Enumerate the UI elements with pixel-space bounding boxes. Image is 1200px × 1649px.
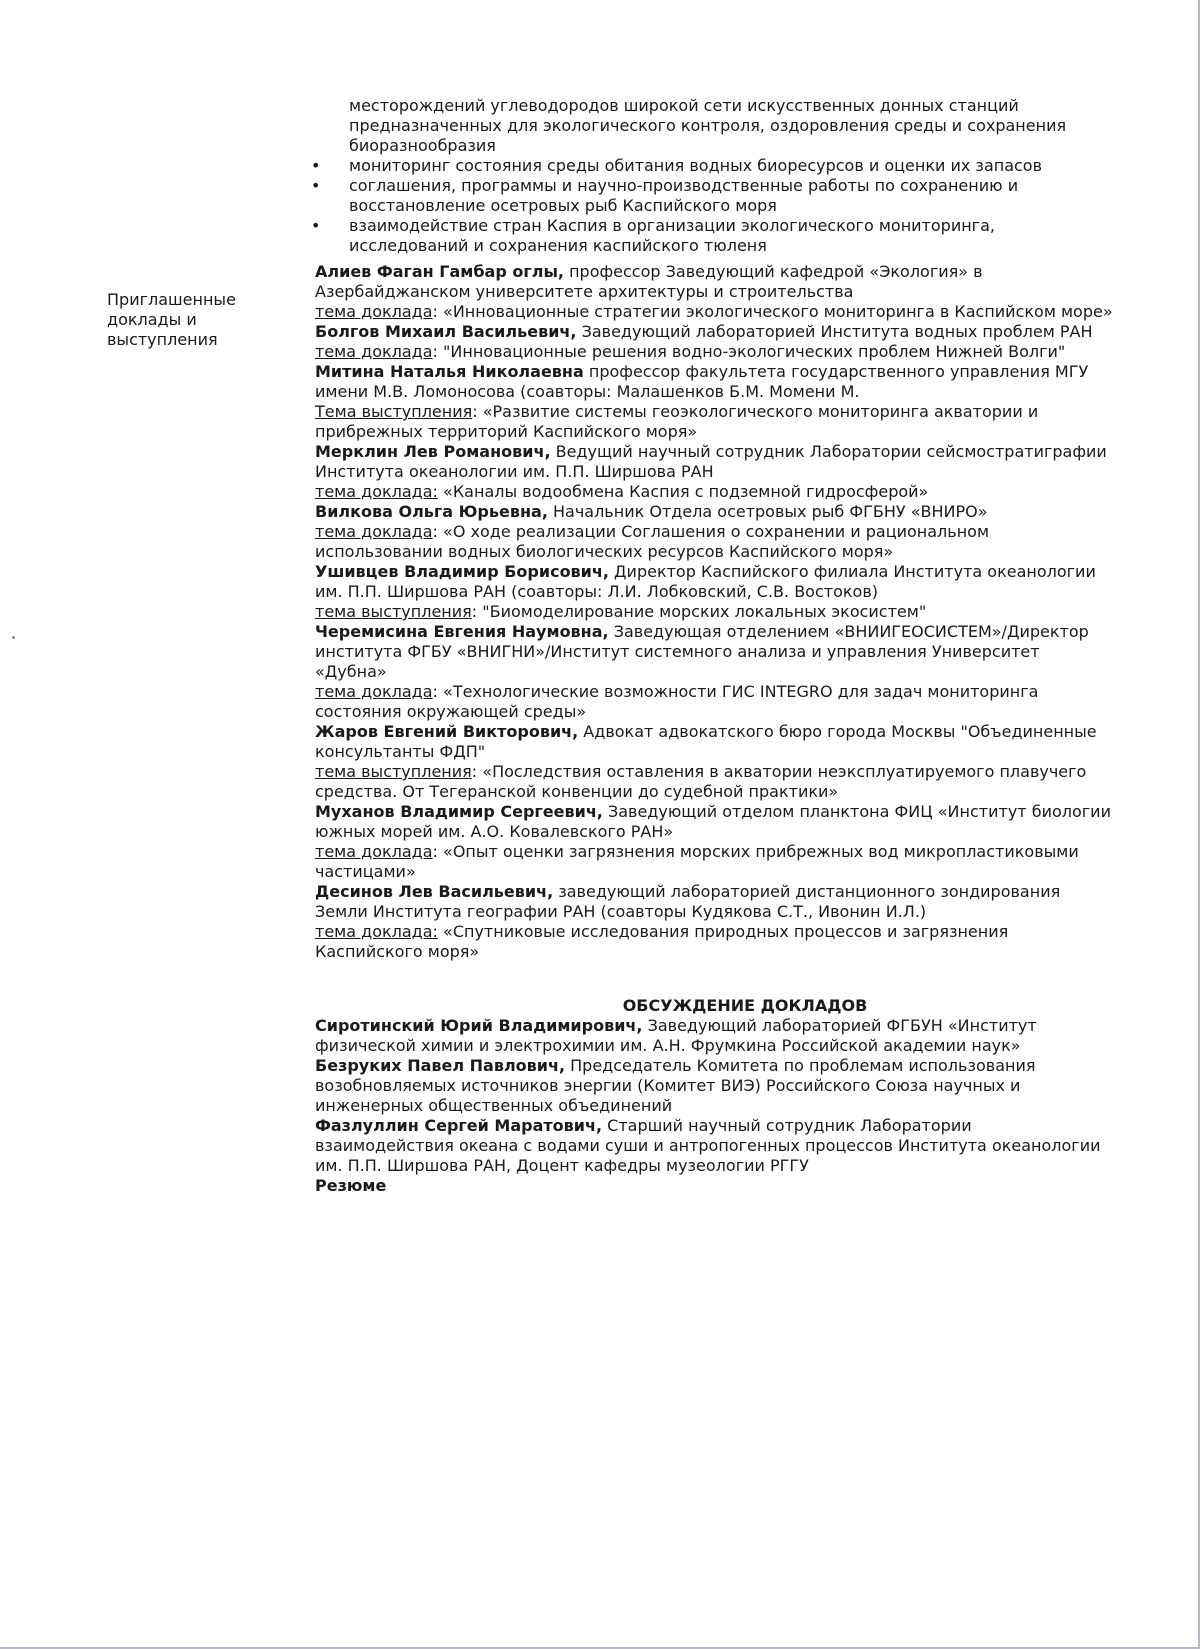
speaker-affiliation: Заведующий лабораторией Института водных проблем РАН [576,322,1093,341]
discussant-entry [315,1016,1115,1056]
speaker-affiliation: Ведущий научный сотрудник Лаборатории сейсмостратиграфии Института океанологии им. П.П. Ширшова РАН [315,442,1107,481]
topic-label: Тема выступления [315,402,473,421]
discussant-name: Сиротинский Юрий Владимирович, [315,1016,643,1035]
topic-text: : «Опыт оценки загрязнения морских прибрежных вод микропластиковыми частицами» [315,842,1079,881]
speaker-affiliation: Начальник Отдела осетровых рыб ФГБНУ «ВНИРО» [547,502,988,521]
talk-entry [315,722,1115,802]
resume-heading: Резюме [315,1176,387,1195]
topic-label: тема доклада [315,342,433,361]
discussant-name: Безруких Павел Павлович, [315,1056,566,1075]
topics-list [315,96,1115,256]
speaker-name: Болгов Михаил Васильевич, [315,322,577,341]
speaker-affiliation: профессор факультета государственного управления МГУ имени М.В. Ломоносова (соавторы: Малашенков Б.М. Момени М. [315,362,1089,401]
discussant-name: Фазлуллин Сергей Маратович, [315,1116,603,1135]
topic-text: : "Инновационные решения водно-экологических проблем Нижней Волги" [432,342,1066,361]
speaker-name: Мерклин Лев Романович, [315,442,551,461]
discussant-affiliation: Заведующий лабораторией ФГБУН «Институт физической химии и электрохимии им. А.Н. Фрумкина Российской академии наук» [315,1016,1037,1055]
talk-entry [315,882,1115,962]
speaker-name: Муханов Владимир Сергеевич, [315,802,603,821]
talk-entry [315,362,1115,442]
discussant-affiliation: Старший научный сотрудник Лаборатории взаимодействия океана с водами суши и антропогенных процессов Института океанологии им. П.П. Ширшова РАН, Доцент кафедры музеологии РГГУ [315,1116,1101,1175]
talk-entry [315,802,1115,882]
discussion-list [315,1016,1115,1196]
section-label: Приглашенные доклады и выступления [107,290,236,349]
speaker-affiliation: Директор Каспийского филиала Института океанологии им. П.П. Ширшова РАН (соавторы: Л.И. Лобковский, С.В. Востоков) [315,562,1096,601]
topic-label: тема выступления [315,602,472,621]
topic-label: тема доклада [315,522,433,541]
invited-talks [315,262,1115,962]
topic-text: : «О ходе реализации Соглашения о сохранении и рациональном использовании водных биологических ресурсов Каспийского моря» [315,522,990,561]
list-item: • соглашения, программы и научно-производственные работы по сохранению и восстановление осетровых рыб Каспийского моря [315,176,1115,216]
list-item-continuation: месторождений углеводородов широкой сети искусственных донных станций предназначенных для экологического контроля, оздоровления среды и сохранения биоразнообразия [349,96,1067,155]
speaker-affiliation: заведующий лабораторией дистанционного зондирования Земли Института географии РАН (соавторы Кудякова С.Т., Ивонин И.Л.) [315,882,1061,921]
speaker-name: Вилкова Ольга Юрьевна, [315,502,548,521]
topic-label: тема доклада: [315,922,438,941]
talk-entry [315,442,1115,502]
discussant-entry [315,1116,1115,1176]
speaker-name: Митина Наталья Николаевна [315,362,584,381]
topic-text: : «Последствия оставления в акватории неэксплуатируемого плавучего средства. От Тегеранской конвенции до судебной практики» [315,762,1087,801]
speaker-affiliation: Адвокат адвокатского бюро города Москвы "Объединенные консультанты ФДП" [315,722,1097,761]
talk-entry [315,322,1115,362]
speaker-name: Черемисина Евгения Наумовна, [315,622,609,641]
talk-entry [315,262,1115,322]
talk-entry [315,502,1115,562]
topic-text: : «Инновационные стратегии экологического мониторинга в Каспийском море» [432,302,1113,321]
page-content [315,96,1115,1196]
speaker-name: Ушивцев Владимир Борисович, [315,562,609,581]
topic-label: тема доклада [315,682,433,701]
topic-text: : «Развитие системы геоэкологического мониторинга акватории и прибрежных территорий Каспийского моря» [315,402,1039,441]
topic-text: : "Биомоделирование морских локальных экосистем" [471,602,927,621]
speaker-affiliation: Заведующая отделением «ВНИИГЕОСИСТЕМ»/Директор института ФГБУ «ВНИГНИ»/Институт системного анализа и управления Университет «Дубна» [315,622,1089,681]
topic-text: «Спутниковые исследования природных процессов и загрязнения Каспийского моря» [315,922,1009,961]
discussion-title: ОБСУЖДЕНИЕ ДОКЛАДОВ [622,996,868,1015]
topic-label: тема выступления [315,762,472,781]
speaker-affiliation: Заведующий отделом планктона ФИЦ «Институт биологии южных морей им. А.О. Ковалевского РАН» [315,802,1111,841]
talk-entry [315,622,1115,722]
speaker-affiliation: профессор Заведующий кафедрой «Экология» в Азербайджанском университете архитектуры и строительства [315,262,983,301]
topic-label: тема доклада [315,302,433,321]
topic-text: : «Технологические возможности ГИС INTEGRO для задач мониторинга состояния окружающей среды» [315,682,1039,721]
speaker-name: Жаров Евгений Викторович, [315,722,579,741]
topic-label: тема доклада: [315,482,438,501]
talk-entry [315,562,1115,622]
list-item: • взаимодействие стран Каспия в организации экологического мониторинга, исследований и сохранения каспийского тюленя [315,216,1115,256]
speaker-name: Десинов Лев Васильевич, [315,882,554,901]
topic-text: «Каналы водообмена Каспия с подземной гидросферой» [437,482,929,501]
discussant-affiliation: Председатель Комитета по проблемам использования возобновляемых источников энергии (Комитет ВИЭ) Российского Союза научных и инженерных общественных объединений [315,1056,1036,1115]
list-item: • мониторинг состояния среды обитания водных биоресурсов и оценки их запасов [315,156,1115,176]
topic-label: тема доклада [315,842,433,861]
scan-speck [12,636,15,639]
discussant-entry [315,1056,1115,1116]
speaker-name: Алиев Фаган Гамбар оглы, [315,262,564,281]
